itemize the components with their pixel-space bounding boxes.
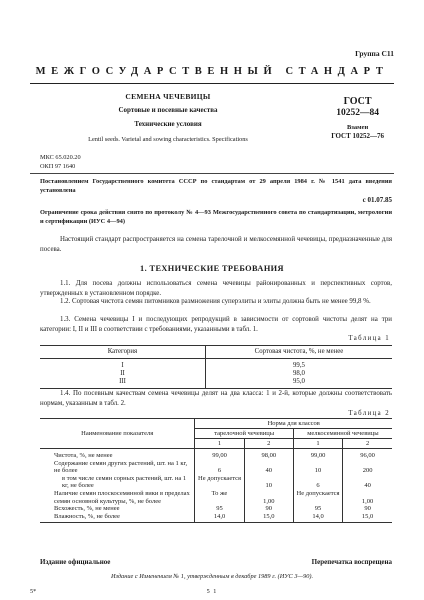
table-cell: 98,00 [244, 449, 293, 460]
table-row-label: Чистота, %, не менее [54, 452, 113, 459]
table-cell: 99,00 [293, 449, 342, 460]
restriction-text: Ограничение срока действия снято по протоколу № 4—93 Межгосударственного совета по стандартизации, метрологии и сертификации (ИУС 4—94) [40, 209, 392, 225]
gost-number: 10252—84 [336, 108, 379, 118]
okp-code: ОКП 97 1640 [40, 162, 76, 170]
table-1 [40, 345, 392, 389]
table-cell: 6 [293, 475, 342, 490]
table2-class-number: 1 [293, 439, 342, 449]
table2-header-small: мелкосемянной чечевицы [293, 429, 392, 439]
table1-caption: Таблица 1 [348, 335, 390, 342]
table-row-label: Влажность, %, не более [40, 513, 195, 523]
official-edition-label: Издание официальное [40, 558, 111, 566]
table-cell: I [121, 362, 124, 369]
table2-class-number: 2 [244, 439, 293, 449]
reprint-notice: Перепечатка воспрещена [311, 558, 392, 566]
table-cell: 10 [244, 475, 293, 490]
group-code: Группа С11 [355, 49, 394, 58]
edition-note: Издание с Изменением № 1, утвержденным в декабре 1989 г. (ИУС 3—90). [110, 573, 314, 580]
gost-label: ГОСТ [343, 96, 372, 107]
table-cell: 40 [343, 475, 392, 490]
replaces-number: ГОСТ 10252—76 [331, 132, 384, 140]
table-cell: 10 [293, 460, 342, 475]
replaces-label: Взамен [346, 124, 369, 131]
table-cell: Не допускается [195, 475, 244, 490]
table-cell: 95 [195, 505, 244, 513]
document-conditions: Технические условия [134, 120, 202, 128]
table2-header-norm: Норма для классов [195, 419, 392, 429]
table-cell: 90 [244, 505, 293, 513]
table-cell: 99,00 [195, 449, 244, 460]
divider-rule [30, 173, 394, 174]
table-cell: II [120, 370, 125, 377]
table1-header-purity: Сортовая чистота, %, не менее [205, 346, 392, 359]
table-cell: 15,0 [343, 513, 392, 523]
header-rule [30, 83, 394, 84]
document-subtitle: Сортовые и посевные качества [118, 106, 218, 114]
section-heading: 1. ТЕХНИЧЕСКИЕ ТРЕБОВАНИЯ [140, 264, 284, 273]
intro-paragraph: Настоящий стандарт распространяется на семена тарелочной и мелкосемянной чечевицы, предназначенные для посева. [40, 236, 392, 253]
table-cell: 1,00 [244, 490, 293, 505]
table-cell: 14,0 [195, 513, 244, 523]
table-row-label: в том числе семян сорных растений, шт. на 1 кг, не более [62, 474, 187, 490]
document-title: СЕМЕНА ЧЕЧЕВИЦЫ [125, 92, 211, 101]
table2-caption: Таблица 2 [348, 410, 390, 417]
table-cell: Не допускается [293, 490, 342, 505]
table2-class-number: 1 [195, 439, 244, 449]
table2-class-number: 2 [343, 439, 392, 449]
decree-text: Постановлением Государственного комитета СССР по стандартам от 29 апреля 1984 г. № 1541 дата введения установлена [40, 178, 392, 194]
paragraph-1-3: 1.3. Семена чечевицы I и последующих репродукций в зависимости от сортовой чистоты делят на три категории: I, II и III в соответствии с требованиями, указанными в табл. 1. [40, 316, 392, 333]
table-cell: 40 [244, 460, 293, 475]
table-cell: 1,00 [343, 490, 392, 505]
table-2 [40, 418, 392, 523]
table2-header-plate: тарелочной чечевицы [195, 429, 294, 439]
table-cell: 98,0 [205, 370, 392, 378]
gost-block [331, 96, 384, 140]
mks-code: МКС 65.020.20 [40, 154, 81, 161]
table-cell: 200 [343, 460, 392, 475]
english-title: Lentil seeds. Varietal and sowing characteristics. Specifications [88, 136, 248, 143]
table-cell: 99,5 [205, 359, 392, 371]
page-number: 5 1 [206, 588, 218, 595]
table1-header-category: Категория [40, 346, 205, 359]
table-row-label: Наличие семян плоскосемянной вики в пределах семян основной культуры, %, не более [54, 489, 190, 505]
table-cell: 6 [195, 460, 244, 475]
table-cell: 90 [343, 505, 392, 513]
table-cell: 95 [293, 505, 342, 513]
paragraph-1-1: 1.1. Для посева должны использоваться семена чечевицы районированных и перспективных сортов, утвержденных в установленном порядке. [40, 280, 392, 297]
table-cell: 15,0 [244, 513, 293, 523]
effective-date: с 01.07.85 [362, 196, 392, 204]
table-cell: 96,00 [343, 449, 392, 460]
signature-mark: 5* [30, 588, 37, 595]
classification-codes [40, 154, 81, 171]
table-cell: III [40, 378, 205, 389]
table-row-label: Содержание семян других растений, шт. на 1 кг, не более [54, 459, 188, 475]
standard-banner: МЕЖГОСУДАРСТВЕННЫЙ СТАНДАРТ [35, 66, 389, 77]
table-cell: 14,0 [293, 513, 342, 523]
paragraph-1-4: 1.4. По посевным качествам семена чечевицы делят на два класса: 1 и 2-й, которые должны соответствовать нормам, указанным в табл. 2. [40, 390, 392, 407]
table-row-label: Всхожесть, %, не менее [54, 505, 120, 513]
table-cell: То же [195, 490, 244, 505]
table-cell: 95,0 [205, 378, 392, 389]
paragraph-1-2: 1.2. Сортовая чистота семян питомников размножения суперэлиты и элиты должна быть не менее 99,8 %. [60, 298, 371, 305]
table2-header-indicator: Наименование показателя [40, 419, 195, 449]
title-block [68, 92, 268, 145]
